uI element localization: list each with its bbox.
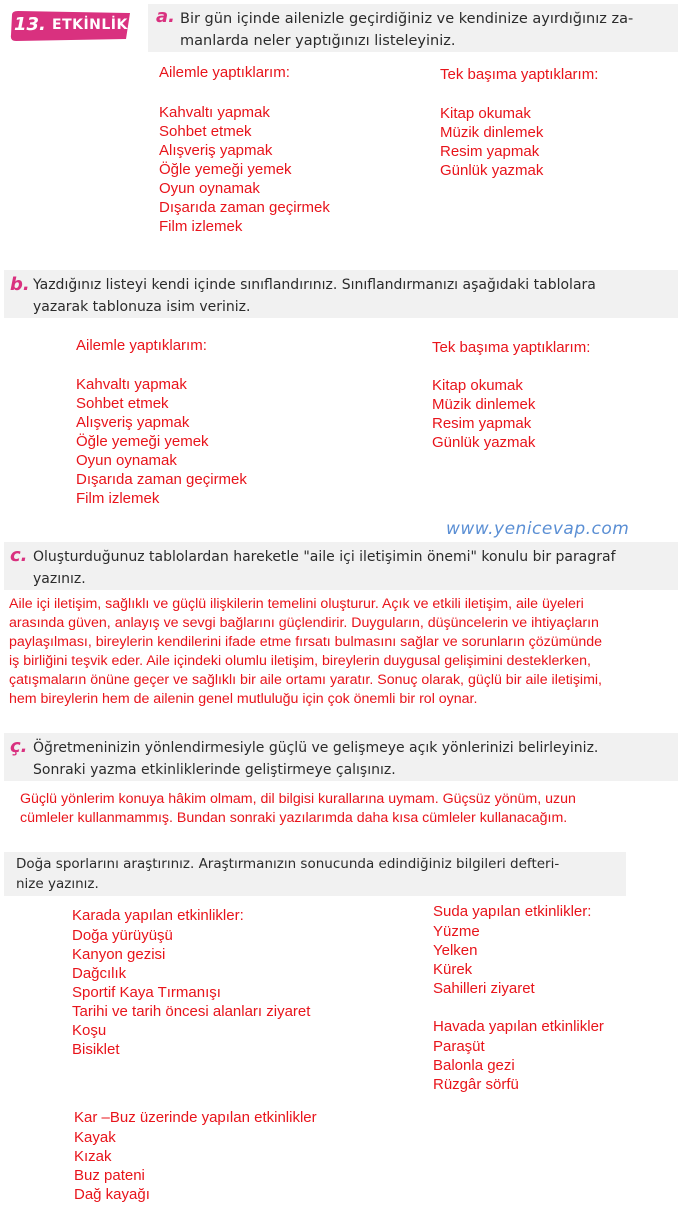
list-item: Öğle yemeği yemek — [76, 433, 209, 450]
badge-label: ETKİNLİK — [52, 17, 128, 33]
water-list — [433, 922, 535, 998]
answer-line: iş birliğini teşvik eder. Aile içindeki olumlu iletişim, bireylerin duygusal gelişimini desteklerken, — [9, 653, 591, 669]
section-b-family-list — [76, 375, 247, 508]
list-item: Kızak — [74, 1148, 112, 1165]
air-heading: Havada yapılan etkinlikler — [433, 1018, 604, 1035]
section-a-prompt — [180, 8, 680, 52]
answer-line: hem bireylerin hem de ailenin genel mutluluğu için çok önemli bir rol oynar. — [9, 691, 478, 707]
list-item: Sohbet etmek — [159, 123, 252, 140]
list-item: Öğle yemeği yemek — [159, 161, 292, 178]
section-cc-prompt-line1: Öğretmeninizin yönlendirmesiyle güçlü ve gelişmeye açık yönlerinizi belirleyiniz. — [33, 740, 599, 756]
section-c-answer — [9, 595, 602, 709]
sports-prompt-line2: nize yazınız. — [16, 876, 99, 892]
list-item: Dağ kayağı — [74, 1186, 150, 1203]
section-cc-prompt — [33, 737, 673, 781]
list-item: Müzik dinlemek — [432, 396, 536, 413]
answer-line: Güçlü yönlerim konuya hâkim olmam, dil bilgisi kurallarına uymam. Güçsüz yönüm, uzun — [20, 791, 576, 807]
section-cc-letter: ç. — [10, 736, 28, 757]
list-item: Koşu — [72, 1022, 107, 1039]
list-item: Sohbet etmek — [76, 395, 169, 412]
section-cc-prompt-line2: Sonraki yazma etkinliklerinde geliştirmeye çalışınız. — [33, 762, 396, 778]
section-b-prompt — [33, 274, 673, 318]
section-b-prompt-line1: Yazdığınız listeyi kendi içinde sınıflandırınız. Sınıflandırmanızı aşağıdaki tablolara — [33, 277, 596, 293]
list-item: Balonla gezi — [433, 1057, 515, 1074]
list-item: Rüzgâr sörfü — [433, 1076, 519, 1093]
snow-list — [74, 1128, 150, 1204]
list-item: Kürek — [433, 961, 473, 978]
list-item: Oyun oynamak — [159, 180, 260, 197]
section-c-letter: c. — [10, 545, 28, 566]
list-item: Alışveriş yapmak — [76, 414, 190, 431]
list-item: Kahvaltı yapmak — [76, 376, 187, 393]
section-c-prompt-line2: yazınız. — [33, 571, 86, 587]
sports-prompt — [16, 854, 621, 894]
section-b-self-list — [432, 376, 535, 452]
list-item: Kitap okumak — [440, 105, 531, 122]
answer-line: çatışmaların önüne geçer ve sağlıklı bir aile ortamı yaratır. Sonuç olarak, güçlü bir aile iletişimi, — [9, 672, 602, 688]
list-item: Doğa yürüyüşü — [72, 927, 173, 944]
activity-badge — [8, 9, 134, 43]
section-a-family-heading: Ailemle yaptıklarım: — [159, 64, 290, 81]
list-item: Alışveriş yapmak — [159, 142, 273, 159]
list-item: Günlük yazmak — [432, 434, 536, 451]
list-item: Kayak — [74, 1129, 116, 1146]
list-item: Sahilleri ziyaret — [433, 980, 535, 997]
air-list — [433, 1037, 519, 1094]
list-item: Kitap okumak — [432, 377, 523, 394]
list-item: Resim yapmak — [432, 415, 532, 432]
list-item: Film izlemek — [76, 490, 160, 507]
list-item: Yelken — [433, 942, 478, 959]
list-item: Dışarıda zaman geçirmek — [76, 471, 247, 488]
list-item: Paraşüt — [433, 1038, 485, 1055]
section-a-self-list — [440, 104, 543, 180]
list-item: Resim yapmak — [440, 143, 540, 160]
section-a-prompt-line2: manlarda neler yaptığınızı listeleyiniz. — [180, 33, 456, 49]
section-cc-answer — [20, 790, 576, 828]
list-item: Müzik dinlemek — [440, 124, 544, 141]
list-item: Yüzme — [433, 923, 480, 940]
sports-prompt-line1: Doğa sporlarını araştırınız. Araştırmanızın sonucunda edindiğiniz bilgileri defteri- — [16, 856, 560, 872]
section-b-prompt-line2: yazarak tablonuza isim veriniz. — [33, 299, 251, 315]
section-a-letter: a. — [156, 6, 175, 27]
answer-line: paylaşılması, bireylerin kendilerini ifade etme fırsatı bulmasını sağlar ve sorunların çözümünde — [9, 634, 603, 650]
snow-heading: Kar –Buz üzerinde yapılan etkinlikler — [74, 1109, 317, 1126]
list-item: Film izlemek — [159, 218, 243, 235]
list-item: Dışarıda zaman geçirmek — [159, 199, 330, 216]
list-item: Kanyon gezisi — [72, 946, 166, 963]
section-a-prompt-line1: Bir gün içinde ailenizle geçirdiğiniz ve kendinize ayırdığınız za- — [180, 11, 634, 27]
water-heading: Suda yapılan etkinlikler: — [433, 903, 592, 920]
section-a-family-list — [159, 103, 330, 236]
list-item: Bisiklet — [72, 1041, 120, 1058]
badge-number: 13. — [14, 14, 46, 35]
list-item: Dağcılık — [72, 965, 127, 982]
list-item: Tarihi ve tarih öncesi alanları ziyaret — [72, 1003, 311, 1020]
answer-line: Aile içi iletişim, sağlıklı ve güçlü ilişkilerin temelini oluşturur. Açık ve etkili iletişim, aile üyeleri — [9, 596, 584, 612]
answer-line: cümleler kullanmammış. Bundan sonraki yazılarımda daha kısa cümleler kullanacağım. — [20, 810, 568, 826]
land-list — [72, 926, 310, 1059]
land-heading: Karada yapılan etkinlikler: — [72, 907, 244, 924]
list-item: Sportif Kaya Tırmanışı — [72, 984, 221, 1001]
section-b-self-heading: Tek başıma yaptıklarım: — [432, 339, 591, 356]
section-b-letter: b. — [10, 274, 30, 295]
section-c-prompt — [33, 546, 673, 590]
list-item: Oyun oynamak — [76, 452, 177, 469]
answer-line: arasında güven, anlayış ve sevgi bağlarını güçlendirir. Duyguların, düşüncelerin ve ihtiyaçların — [9, 615, 599, 631]
list-item: Buz pateni — [74, 1167, 145, 1184]
section-c-prompt-line1: Oluşturduğunuz tablolardan hareketle "aile içi iletişimin önemi" konulu bir paragraf — [33, 549, 616, 565]
section-a-self-heading: Tek başıma yaptıklarım: — [440, 66, 599, 83]
section-b-family-heading: Ailemle yaptıklarım: — [76, 337, 207, 354]
watermark: www.yenicevap.com — [446, 519, 630, 539]
list-item: Kahvaltı yapmak — [159, 104, 270, 121]
list-item: Günlük yazmak — [440, 162, 544, 179]
